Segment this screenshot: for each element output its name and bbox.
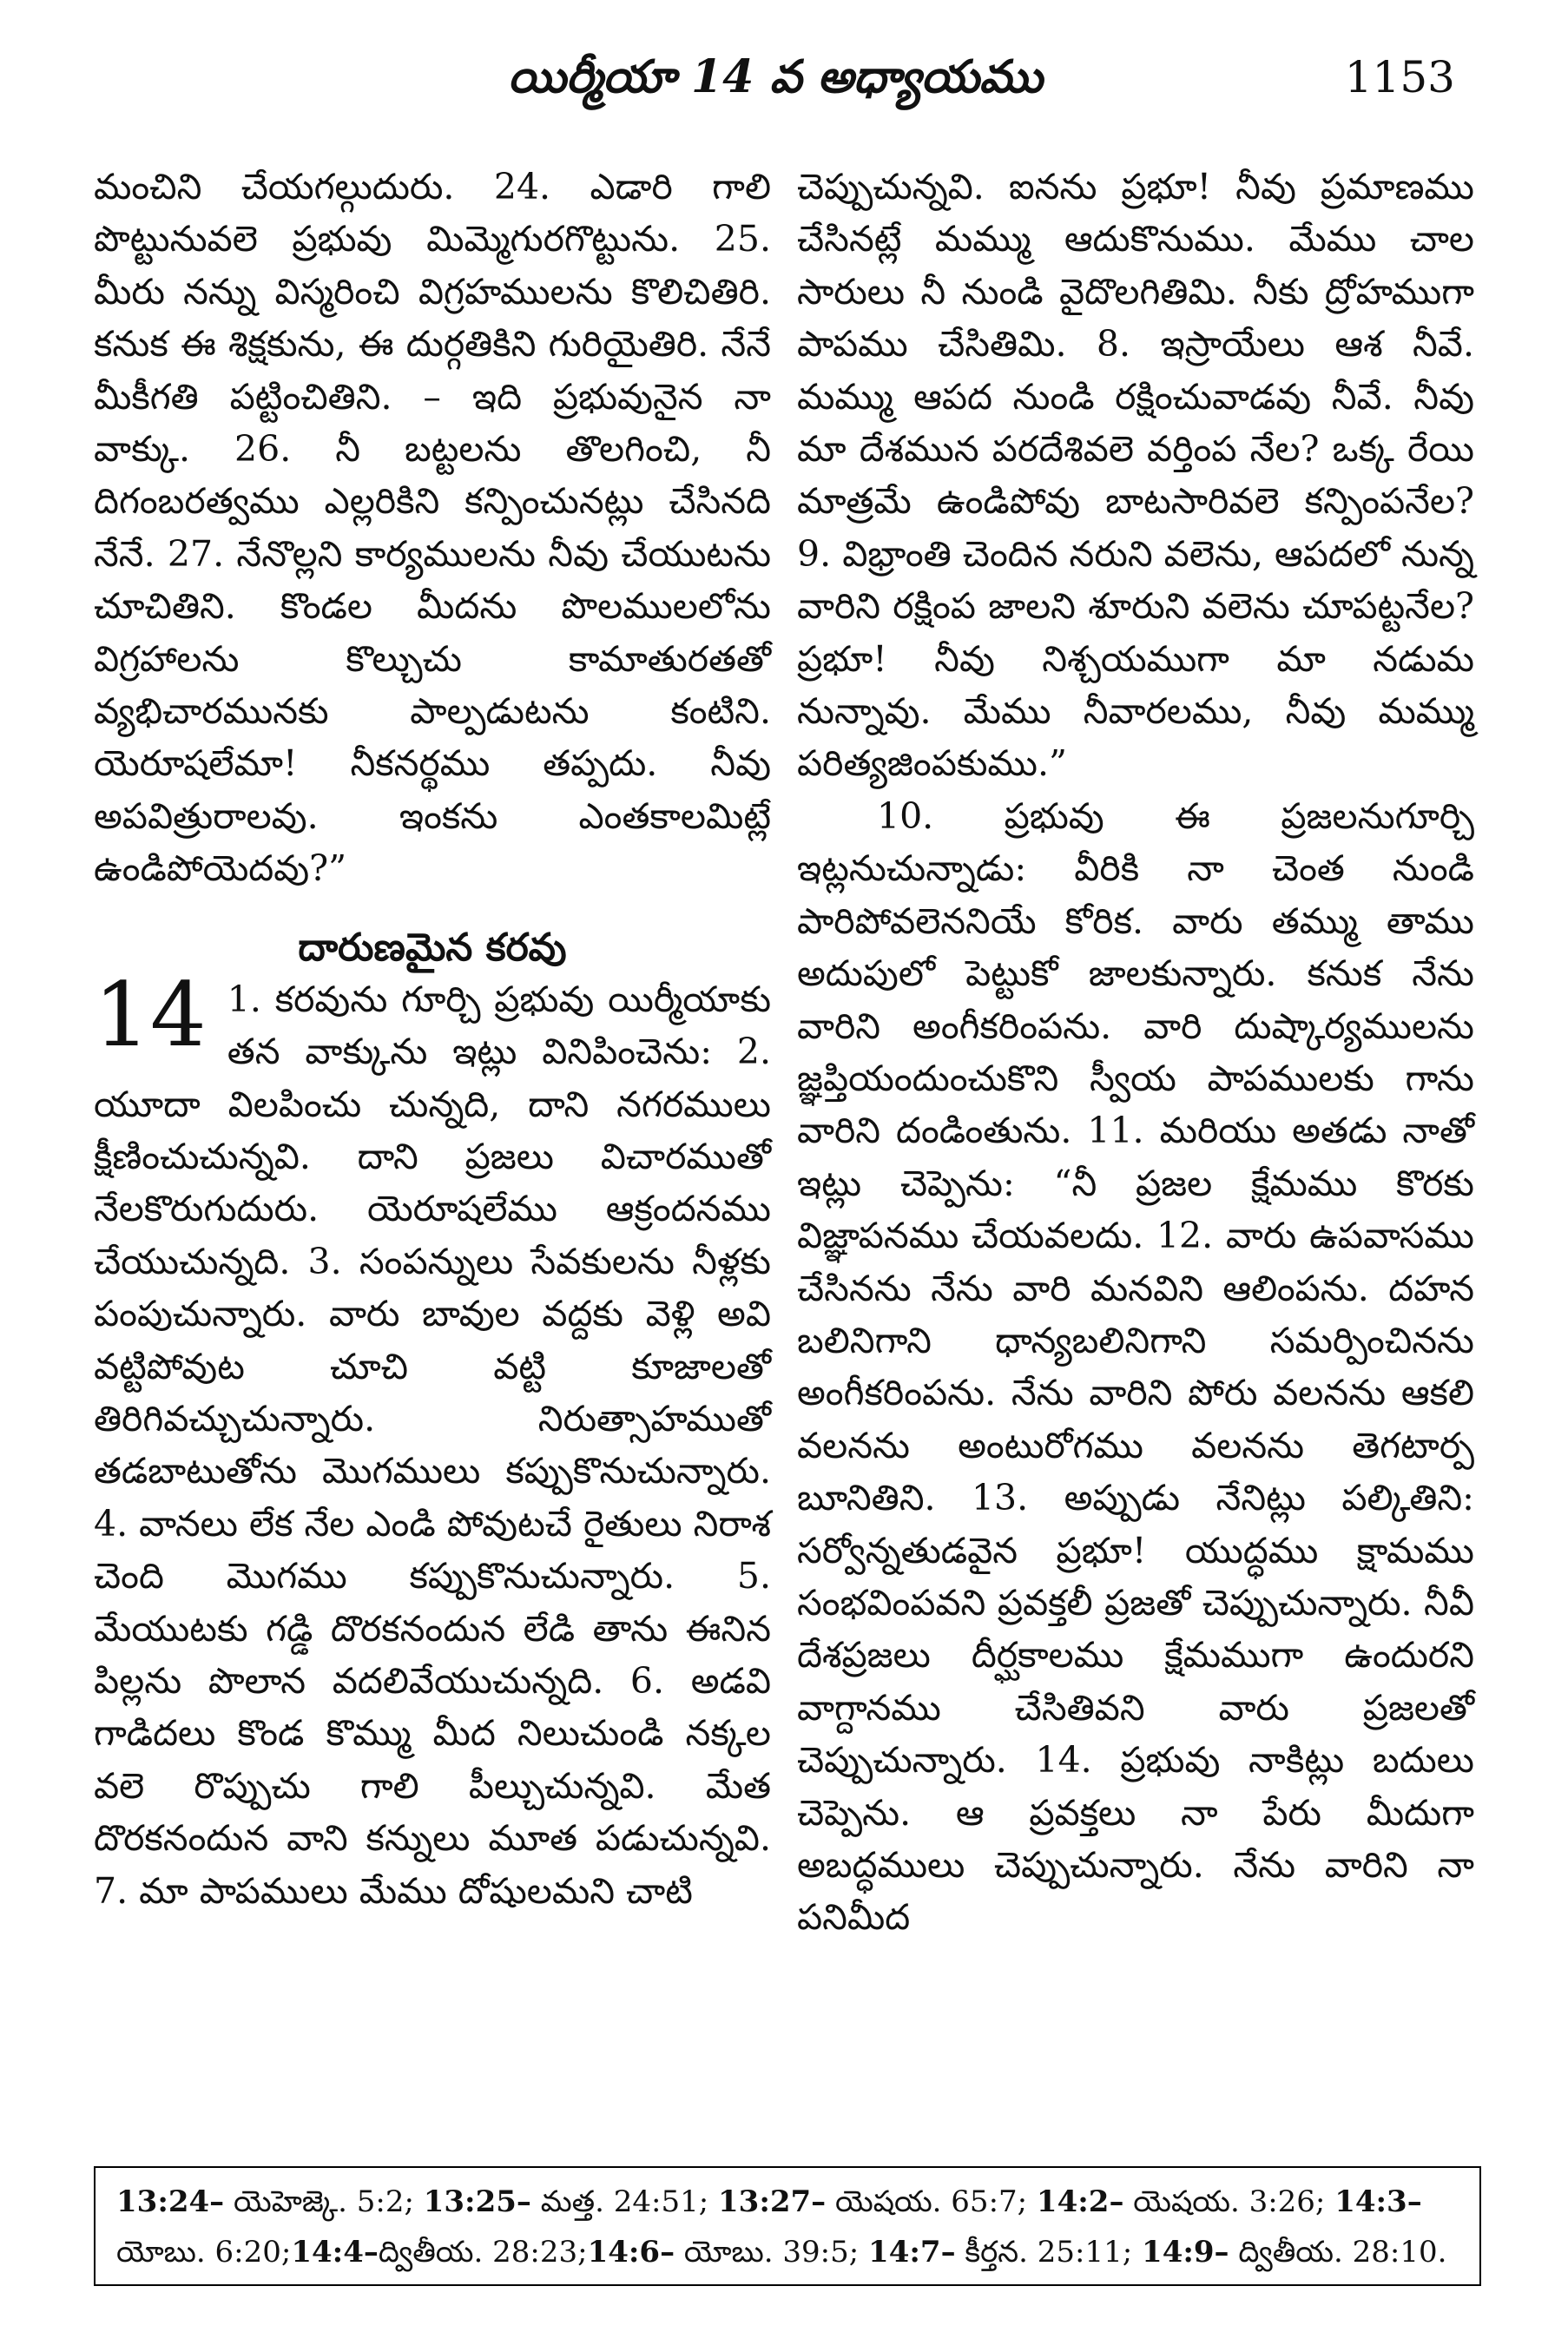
- page-number: 1153: [1344, 52, 1455, 102]
- reference-ref: 14:2– యెషయ. 3:26;: [1036, 2184, 1335, 2219]
- chapter-opening-paragraph: [94, 963, 771, 1917]
- right-column: [797, 161, 1474, 1944]
- verse-text: 1. కరవును గూర్చి ప్రభువు యిర్మీయాకు తన వాక్కును ఇట్లు వినిపించెను: 2. యూదా విలపించు చున్నది, దాని నగరములు క్షీణించుచున్నవి. దాని ప్రజలు విచారముతో నేలకొరుగుదురు. యెరూషలేము ఆక్రందనము చేయుచున్నది. 3. సంపన్నులు సేవకులను నీళ్లకు పంపుచున్నారు. వారు బావుల వద్దకు వెళ్లి అవి వట్టిపోవుట చూచి వట్టి కూజాలతో తిరిగివచ్చుచున్నారు. నిరుత్సాహముతో తడబాటుతోను మొగములు కప్పుకొనుచున్నారు. 4. వానలు లేక నేల ఎండి పోవుటచే రైతులు నిరాశ చెంది మొగము కప్పుకొనుచున్నారు. 5. మేయుటకు గడ్డి దొరకనందున లేడి తాను ఈనిన పిల్లను పొలాన వదలివేయుచున్నది. 6. అడవి గాడిదలు కొండ కొమ్ము మీద నిలుచుండి నక్కల వలె రొప్పుచు గాలి పీల్చుచున్నవి. మేత దొరకనందున వాని కన్నులు మూత పడుచున్నవి. 7. మా పాపములు మేము దోషులమని చాటి: [94, 978, 771, 1912]
- reference-ref: 14:7– కీర్తన. 25:11;: [868, 2235, 1143, 2270]
- reference-ref: 14:6– యోబు. 39:5;: [587, 2235, 869, 2270]
- left-column: [94, 161, 771, 1917]
- cross-references-box: [94, 2166, 1481, 2286]
- reference-ref: 14:3– యోబు. 6:20;: [116, 2184, 1422, 2270]
- reference-ref: 14:9– ద్వితీయ. 28:10.: [1142, 2235, 1447, 2270]
- verse-paragraph: చెప్పుచున్నవి. ఐనను ప్రభూ! నీవు ప్రమాణము చేసినట్లే మమ్ము ఆదుకొనుము. మేము చాల సారులు నీ నుండి వైదొలగితిమి. నీకు ద్రోహముగా పాపము చేసితిమి. 8. ఇస్రాయేలు ఆశ నీవే. మమ్ము ఆపద నుండి రక్షించువాడవు నీవే. నీవు మా దేశమున పరదేశివలె వర్తింప నేల? ఒక్క రేయి మాత్రమే ఉండిపోవు బాటసారివలె కన్పింపనేల? 9. విభ్రాంతి చెందిన నరుని వలెను, ఆపదలో నున్న వారిని రక్షింప జాలని శూరుని వలెను చూపట్టనేల? ప్రభూ! నీవు నిశ్చయముగా మా నడుమ నున్నావు. మేము నీవారలము, నీవు మమ్ము పరిత్యజింపకుము.”: [797, 166, 1474, 785]
- reference-ref: 13:24– యెహెజ్కె. 5:2;: [116, 2184, 424, 2219]
- verse-paragraph: 10. ప్రభువు ఈ ప్రజలనుగూర్చి ఇట్లనుచున్నాడు: వీరికి నా చెంత నుండి పారిపోవలెననియే కోరిక. వారు తమ్ము తాము అదుపులో పెట్టుకో జాలకున్నారు. కనుక నేను వారిని అంగీకరింపను. వారి దుష్కార్యములను జ్ఞప్తియందుంచుకొని స్వీయ పాపములకు గాను వారిని దండింతును. 11. మరియు అతడు నాతో ఇట్లు చెప్పెను: “నీ ప్రజల క్షేమము కొరకు విజ్ఞాపనము చేయవలదు. 12. వారు ఉపవాసము చేసినను నేను వారి మనవిని ఆలింపను. దహన బలినిగాని ధాన్యబలినిగాని సమర్పించినను అంగీకరింపను. నేను వారిని పోరు వలనను ఆకలి వలనను అంటురోగము వలనను తెగటార్ప బూనితిని. 13. అప్పుడు నేనిట్లు పల్కితిని: సర్వోన్నతుడవైన ప్రభూ! యుద్ధము క్షామము సంభవింపవని ప్రవక్తలీ ప్రజతో చెప్పుచున్నారు. నీవీ దేశప్రజలు దీర్ఘకాలము క్షేమముగా ఉందురని వాగ్దానము చేసితివని వారు ప్రజలతో చెప్పుచున్నారు. 14. ప్రభువు నాకిట్లు బదులు చెప్పెను. ఆ ప్రవక్తలు నా పేరు మీదుగా అబద్ధములు చెప్పుచున్నారు. నేను వారిని నా పనిమీద: [797, 794, 1474, 1939]
- reference-ref: 13:25– మత్త. 24:51;: [423, 2184, 718, 2219]
- chapter-title: యిర్మీయా 14 వ అధ్యాయము: [508, 50, 1043, 103]
- chapter-number: 14: [94, 963, 207, 1067]
- reference-ref: 14:4–ద్వితీయ. 28:23;: [291, 2235, 588, 2270]
- reference-ref: 13:27– యెషయ. 65:7;: [718, 2184, 1037, 2219]
- page-header: [96, 42, 1455, 120]
- verse-paragraph: మంచిని చేయగల్గుదురు. 24. ఎడారి గాలి పొట్టునువలె ప్రభువు మిమ్మెగురగొట్టును. 25. మీరు నన్ను విస్మరించి విగ్రహములను కొలిచితిరి. కనుక ఈ శిక్షకును, ఈ దుర్గతికిని గురియైతిరి. నేనే మీకీగతి పట్టించితిని. – ఇది ప్రభువునైన నా వాక్కు. 26. నీ బట్టలను తొలగించి, నీ దిగంబరత్వము ఎల్లరికిని కన్పించునట్లు చేసినది నేనే. 27. నేనొల్లని కార్యములను నీవు చేయుటను చూచితిని. కొండల మీదను పొలములలోను విగ్రహాలను కొల్చుచు కామాతురతతో వ్యభిచారమునకు పాల్పడుటను కంటిని. యెరూషలేమా! నీకనర్థము తప్పదు. నీవు అపవిత్రురాలవు. ఇంకను ఎంతకాలమిట్లే ఉండిపోయెదవు?”: [94, 166, 771, 890]
- section-heading: దారుణమైన కరవు: [298, 925, 567, 970]
